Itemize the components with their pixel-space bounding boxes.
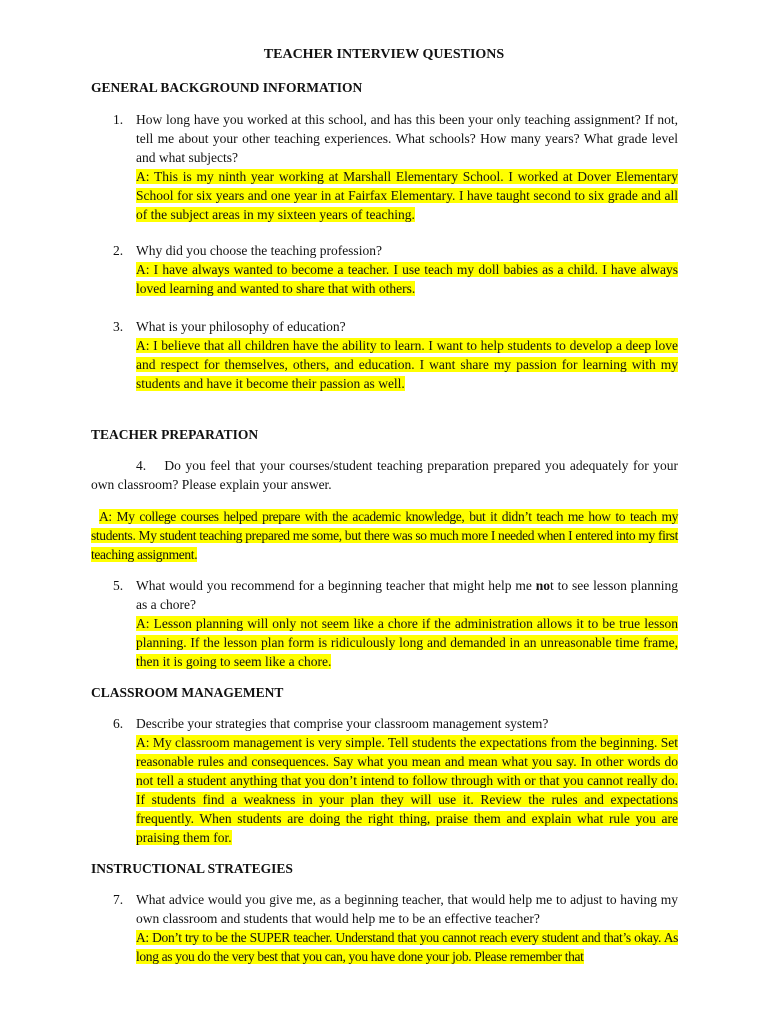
document-title: TEACHER INTERVIEW QUESTIONS	[263, 47, 505, 62]
question-text: What would you recommend for a beginning teacher that might help me not to see lesson planning as a chore?	[136, 578, 678, 612]
answer-text: A: I have always wanted to become a teacher. I use teach my doll babies as a child. I have always loved learning and wanted to share that with others.	[136, 262, 678, 296]
question-text: 4. Do you feel that your courses/student teaching preparation prepared you adequately for your own classroom? Please explain your answer.	[91, 458, 678, 492]
answer-text: A: My college courses helped prepare with the academic knowledge, but it didn’t teach me how to teach my students. My student teaching prepared me some, but there was so much more I needed when I entered into my first teaching assignment.	[91, 509, 678, 562]
section-heading-instructional: INSTRUCTIONAL STRATEGIES	[91, 861, 293, 876]
answer-4	[91, 507, 678, 564]
question-text: Describe your strategies that comprise your classroom management system?	[136, 716, 549, 731]
question-text: What advice would you give me, as a beginning teacher, that would help me to adjust to having my own classroom and students that would help me to be an effective teacher?	[136, 892, 678, 926]
answer-text: A: I believe that all children have the ability to learn. I want to help students to develop a deep love and respect for themselves, others, and education. I want share my passion for learning with my students and have it become their passion as well.	[136, 338, 678, 391]
section-heading-prep: TEACHER PREPARATION	[91, 427, 259, 442]
question-2	[91, 241, 678, 298]
question-number: 1.	[113, 112, 124, 127]
answer-text: A: This is my ninth year working at Marshall Elementary School. I worked at Dover Elementary School for six years and one year in at Fairfax Elementary. I have taught second to six grade and all of the subject areas in my sixteen years of teaching.	[136, 169, 678, 222]
question-number: 7.	[113, 892, 124, 907]
answer-text: A: Don’t try to be the SUPER teacher. Understand that you cannot reach every student and that’s okay. As long as you do the very best that you can, you have done your job. Please remember that	[136, 930, 678, 964]
section-heading-classroom: CLASSROOM MANAGEMENT	[91, 685, 284, 700]
question-number: 2.	[113, 243, 124, 258]
question-4	[91, 456, 678, 494]
question-text: Why did you choose the teaching profession?	[136, 243, 382, 258]
question-6	[91, 714, 678, 847]
question-number: 6.	[113, 716, 124, 731]
question-3	[91, 317, 678, 393]
question-text: What is your philosophy of education?	[136, 319, 346, 334]
question-number: 5.	[113, 578, 124, 593]
question-text: How long have you worked at this school, and has this been your only teaching assignment? If not, tell me about your other teaching experiences. What schools? How many years? What grade level and what subjects?	[136, 112, 678, 165]
question-5	[91, 576, 678, 671]
section-heading-general: GENERAL BACKGROUND INFORMATION	[91, 80, 363, 95]
question-1	[91, 110, 678, 224]
question-7	[91, 890, 678, 966]
question-number: 4.	[136, 458, 147, 473]
answer-text: A: My classroom management is very simple. Tell students the expectations from the beginning. Set reasonable rules and consequences. Say what you mean and mean what you say. In other words do not tell a student anything that you don’t intend to follow through with or that you cannot really do. If students find a weakness in your plan they will use it. Review the rules and expectations frequently. When students are doing the right thing, praise them and explain what rule you are praising them for.	[136, 735, 678, 845]
answer-text: A: Lesson planning will only not seem like a chore if the administration allows it to be true lesson planning. If the lesson plan form is ridiculously long and demanded in an unreasonable time frame, then it is going to seem like a chore.	[136, 616, 678, 669]
question-number: 3.	[113, 319, 124, 334]
